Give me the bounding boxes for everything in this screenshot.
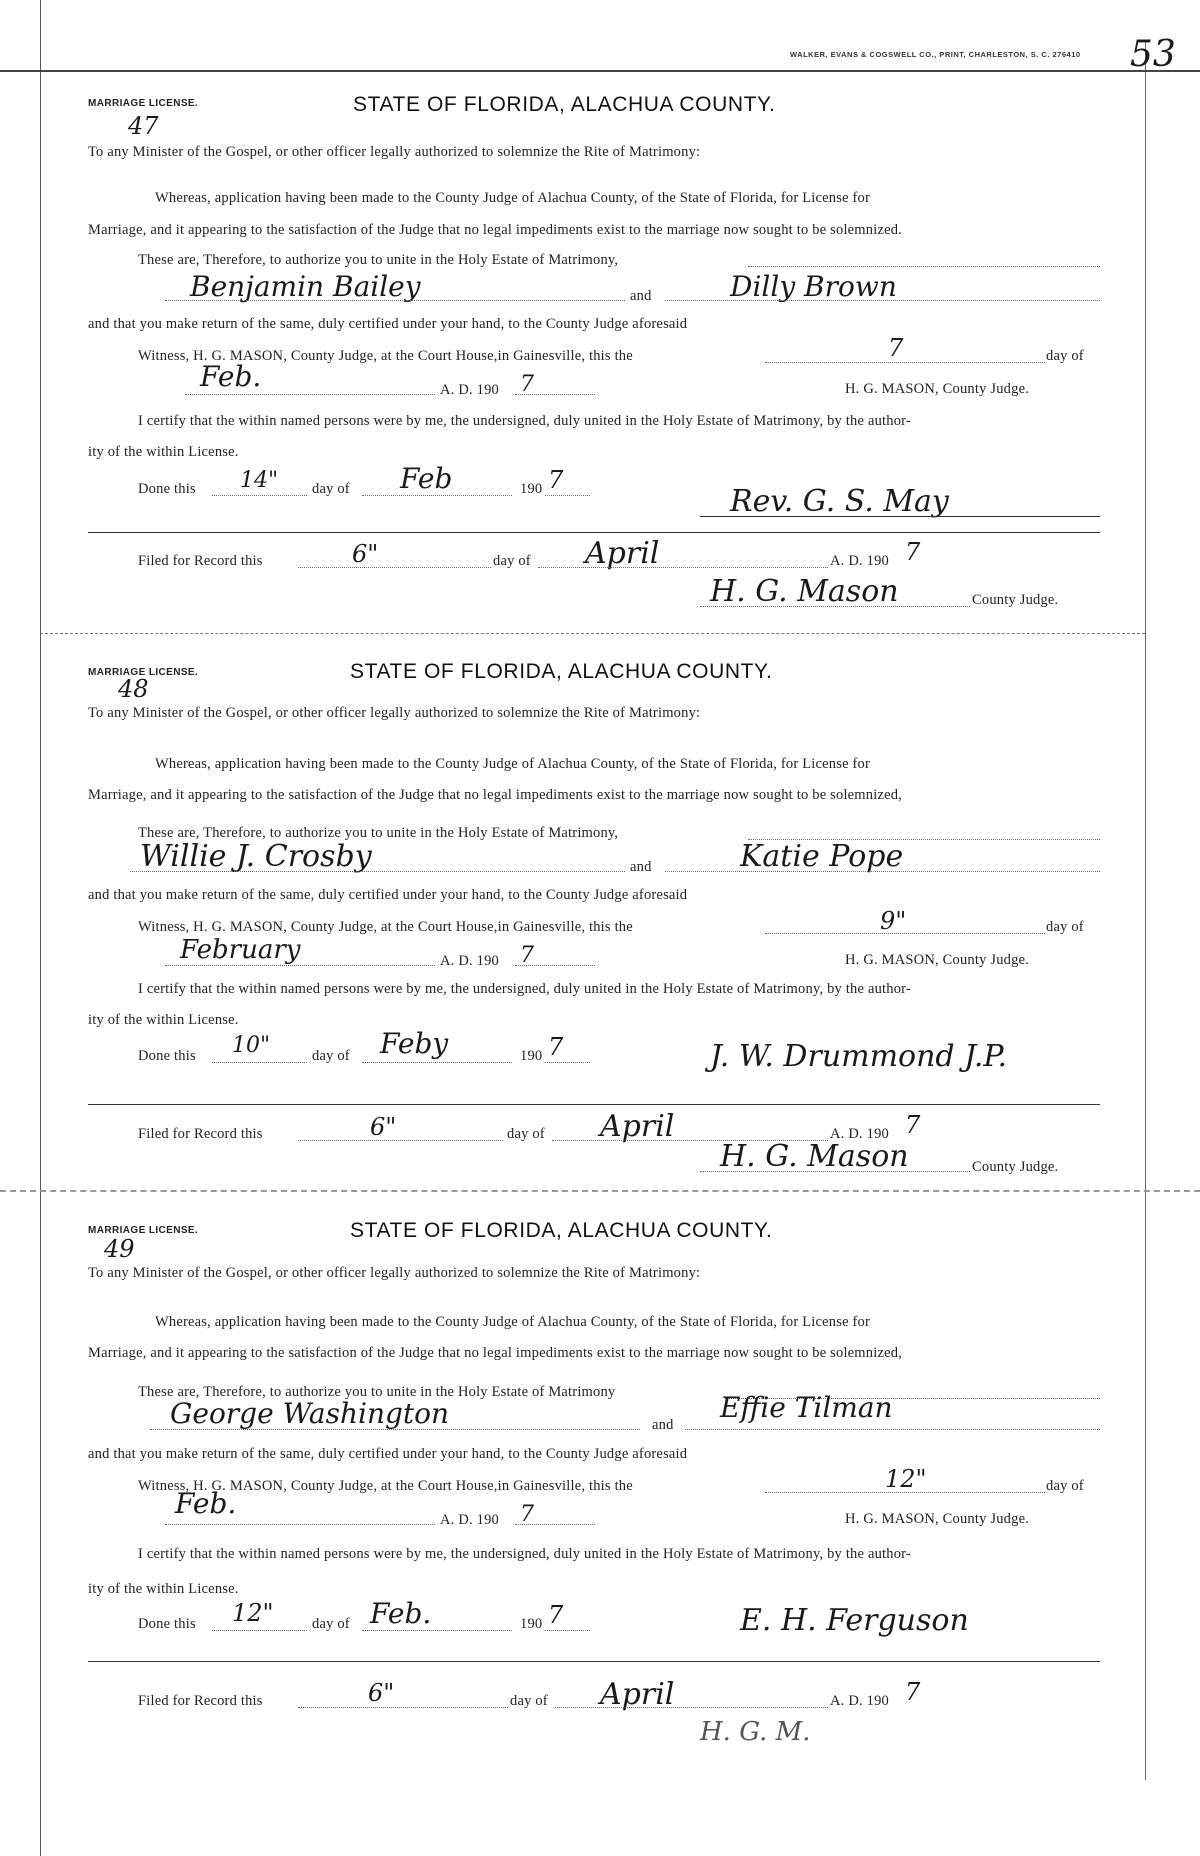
- filed-month: April: [600, 1677, 675, 1712]
- witness-line: Witness, H. G. MASON, County Judge, at the Court House,in Gainesville, this the: [138, 348, 633, 364]
- ad-label: A. D. 190: [440, 953, 499, 969]
- witness-month: February: [180, 935, 301, 965]
- return-line: and that you make return of the same, duly certified under your hand, to the County Judge aforesaid: [88, 1446, 688, 1462]
- filed-signature: H. G. Mason: [720, 1139, 909, 1174]
- day-of-label: day of: [1046, 919, 1084, 935]
- officiant-signature: E. H. Ferguson: [740, 1603, 969, 1638]
- done-year: 7: [548, 466, 564, 494]
- witness-day: 12": [885, 1465, 927, 1493]
- and-word: and: [630, 859, 652, 875]
- done-day: 12": [232, 1599, 274, 1627]
- done-day-of-label: day of: [312, 1048, 350, 1064]
- filed-signature: H. G. M.: [700, 1717, 811, 1747]
- done-year: 7: [548, 1033, 564, 1061]
- these-are-line: These are, Therefore, to authorize you to unite in the Holy Estate of Matrimony,: [138, 252, 619, 268]
- done-this-label: Done this: [138, 481, 196, 497]
- filed-month: April: [585, 536, 660, 571]
- ad-label: A. D. 190: [440, 382, 499, 398]
- done-year-prefix: 190: [520, 1048, 543, 1064]
- certify-line-2: ity of the within License.: [88, 444, 239, 460]
- filed-day-of-label: day of: [510, 1693, 548, 1709]
- county-judge-label: County Judge.: [972, 1159, 1059, 1175]
- bride-name: Effie Tilman: [720, 1391, 893, 1424]
- license-number: 48: [118, 675, 149, 703]
- done-month: Feby: [380, 1027, 449, 1060]
- done-month: Feb: [400, 462, 453, 495]
- left-page-edge: [40, 0, 41, 1856]
- salutation: To any Minister of the Gospel, or other officer legally authorized to solemnize the Rite of Matrimony:: [88, 705, 701, 721]
- whereas-line-1: Whereas, application having been made to the County Judge of Alachua County, of the State of Florida, for License for: [155, 190, 871, 206]
- filed-month: April: [600, 1109, 675, 1144]
- state-title: STATE OF FLORIDA, ALACHUA COUNTY.: [350, 1219, 773, 1242]
- judge-title: H. G. MASON, County Judge.: [845, 381, 1030, 397]
- done-this-label: Done this: [138, 1048, 196, 1064]
- done-year-prefix: 190: [520, 1616, 543, 1632]
- right-margin-rule: [1145, 40, 1146, 1780]
- day-of-label: day of: [1046, 1478, 1084, 1494]
- officiant-signature: J. W. Drummond J.P.: [710, 1039, 1008, 1074]
- ad-label: A. D. 190: [440, 1512, 499, 1528]
- done-year: 7: [548, 1601, 564, 1629]
- filed-year: 7: [905, 538, 921, 566]
- state-title: STATE OF FLORIDA, ALACHUA COUNTY.: [353, 93, 776, 116]
- done-day: 10": [232, 1033, 271, 1058]
- state-title: STATE OF FLORIDA, ALACHUA COUNTY.: [350, 660, 773, 683]
- whereas-line-2: Marriage, and it appearing to the satisfaction of the Judge that no legal impediments exist to the marriage now sought to be solemnized,: [88, 787, 903, 803]
- return-line: and that you make return of the same, duly certified under your hand, to the County Judge aforesaid: [88, 887, 688, 903]
- ad-year: 7: [520, 372, 534, 397]
- witness-line: Witness, H. G. MASON, County Judge, at the Court House,in Gainesville, this the: [138, 1478, 633, 1494]
- groom-name: George Washington: [170, 1397, 450, 1430]
- witness-month: Feb.: [175, 1487, 237, 1520]
- witness-day: 9": [880, 907, 907, 935]
- license-number: 47: [128, 112, 159, 140]
- whereas-line-2: Marriage, and it appearing to the satisfaction of the Judge that no legal impediments exist to the marriage now sought to be solemnized,: [88, 1345, 903, 1361]
- section-separator: [0, 1190, 1200, 1192]
- bride-name: Dilly Brown: [730, 270, 897, 303]
- done-day: 14": [240, 468, 279, 493]
- filed-label: Filed for Record this: [138, 1126, 263, 1142]
- officiant-signature: Rev. G. S. May: [730, 484, 949, 519]
- groom-name: Willie J. Crosby: [140, 839, 372, 874]
- done-month: Feb.: [370, 1597, 432, 1630]
- and-word: and: [652, 1417, 674, 1433]
- judge-title: H. G. MASON, County Judge.: [845, 952, 1030, 968]
- salutation: To any Minister of the Gospel, or other officer legally authorized to solemnize the Rite of Matrimony:: [88, 1265, 701, 1281]
- certify-line-1: I certify that the within named persons were by me, the undersigned, duly united in the Holy Estate of Matrimony, by the author-: [138, 981, 911, 997]
- certify-line-1: I certify that the within named persons were by me, the undersigned, duly united in the Holy Estate of Matrimony, by the author-: [138, 1546, 911, 1562]
- filed-year: 7: [905, 1678, 921, 1706]
- filed-day-of-label: day of: [493, 553, 531, 569]
- and-word: and: [630, 288, 652, 304]
- ad-year: 7: [520, 1502, 534, 1527]
- judge-title: H. G. MASON, County Judge.: [845, 1511, 1030, 1527]
- filed-ad-label: A. D. 190: [830, 1693, 889, 1709]
- printer-imprint: WALKER, EVANS & COGSWELL CO., PRINT, CHARLESTON, S. C. 276410: [790, 50, 1081, 59]
- top-rule: [0, 70, 1200, 72]
- ad-year: 7: [520, 943, 534, 968]
- these-are-line: These are, Therefore, to authorize you to unite in the Holy Estate of Matrimony,: [138, 825, 619, 841]
- salutation: To any Minister of the Gospel, or other officer legally authorized to solemnize the Rite of Matrimony:: [88, 144, 701, 160]
- license-label: MARRIAGE LICENSE.: [88, 667, 199, 678]
- filed-signature: H. G. Mason: [710, 574, 899, 609]
- certify-line-2: ity of the within License.: [88, 1581, 239, 1597]
- filed-label: Filed for Record this: [138, 1693, 263, 1709]
- bride-name: Katie Pope: [740, 839, 904, 874]
- done-this-label: Done this: [138, 1616, 196, 1632]
- license-number: 49: [104, 1235, 135, 1263]
- license-label: MARRIAGE LICENSE.: [88, 98, 199, 109]
- these-are-line: These are, Therefore, to authorize you to unite in the Holy Estate of Matrimony: [138, 1384, 616, 1400]
- filed-ad-label: A. D. 190: [830, 1126, 889, 1142]
- done-day-of-label: day of: [312, 1616, 350, 1632]
- section-separator: [40, 633, 1145, 634]
- witness-month: Feb.: [200, 360, 262, 393]
- filed-day: 6": [370, 1113, 397, 1141]
- license-label: MARRIAGE LICENSE.: [88, 1225, 199, 1236]
- filed-label: Filed for Record this: [138, 553, 263, 569]
- groom-name: Benjamin Bailey: [190, 270, 421, 303]
- filed-ad-label: A. D. 190: [830, 553, 889, 569]
- county-judge-label: County Judge.: [972, 592, 1059, 608]
- whereas-line-1: Whereas, application having been made to the County Judge of Alachua County, of the State of Florida, for License for: [155, 756, 871, 772]
- page-number: 53: [1130, 34, 1176, 75]
- certify-line-2: ity of the within License.: [88, 1012, 239, 1028]
- witness-day: 7: [888, 334, 904, 362]
- done-year-prefix: 190: [520, 481, 543, 497]
- certify-line-1: I certify that the within named persons were by me, the undersigned, duly united in the Holy Estate of Matrimony, by the author-: [138, 413, 911, 429]
- filed-day: 6": [368, 1679, 395, 1707]
- whereas-line-1: Whereas, application having been made to the County Judge of Alachua County, of the State of Florida, for License for: [155, 1314, 871, 1330]
- filed-day: 6": [352, 540, 379, 568]
- filed-year: 7: [905, 1111, 921, 1139]
- filed-day-of-label: day of: [507, 1126, 545, 1142]
- return-line: and that you make return of the same, duly certified under your hand, to the County Judge aforesaid: [88, 316, 688, 332]
- day-of-label: day of: [1046, 348, 1084, 364]
- whereas-line-2: Marriage, and it appearing to the satisfaction of the Judge that no legal impediments exist to the marriage now sought to be solemnized.: [88, 222, 903, 238]
- witness-line: Witness, H. G. MASON, County Judge, at the Court House,in Gainesville, this the: [138, 919, 633, 935]
- done-day-of-label: day of: [312, 481, 350, 497]
